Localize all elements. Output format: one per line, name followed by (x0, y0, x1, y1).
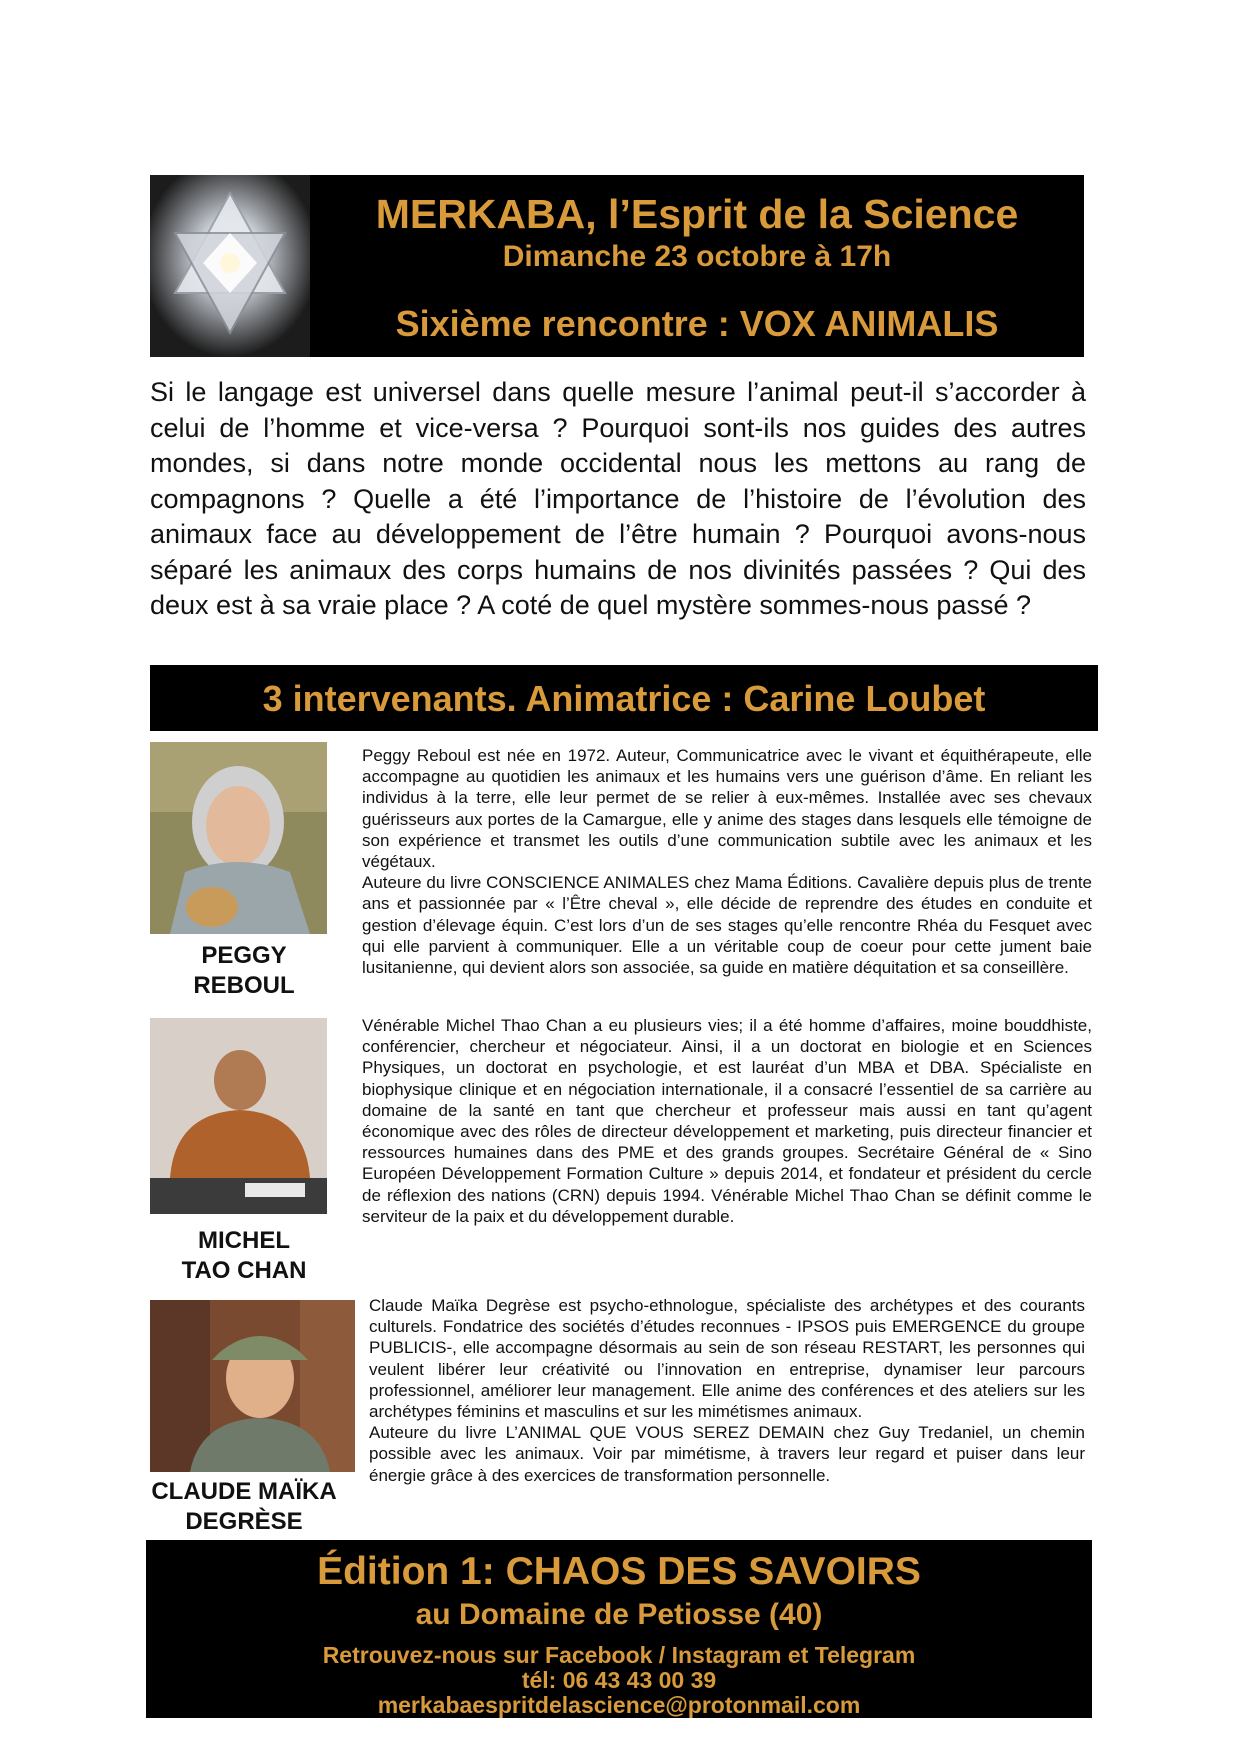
footer-phone: tél: 06 43 43 00 39 (521, 1667, 717, 1693)
bio-paragraph: Vénérable Michel Thao Chan a eu plusieurs vies; il a été homme d’affaires, moine bouddhiste, conférencier, chercheur et négociateur. Ainsi, il a un doctorat en biologie et en Sciences Physiques, un doctorat en psychologie, et est lauréat d’un MBA et DBA. Spécialiste en biophysique clinique et en négociation internationale, il a consacré l’essentiel de sa carrière au domaine de la santé en tant que chercheur et professeur mais aussi en tant qu’agent économique avec des rôles de directeur développement et marketing, puis directeur financier et ressources humaines dans des PME et des grands groupes. Secrétaire Général de « Sino Européen Développement Formation Culture » depuis 2014, et fondateur et président du cercle de réflexion des nations (CRN) depuis 1994. Vénérable Michel Thao Chan se définit comme le serviteur de la paix et du développement durable. (362, 1016, 1092, 1226)
bio-paragraph: Auteure du livre L’ANIMAL QUE VOUS SEREZ DEMAIN chez Guy Tredaniel, un chemin possible avec les animaux. Voir par mimétisme, à travers leur regard et puiser dans leur énergie grâce à des exercices de transformation personnelle. (369, 1423, 1085, 1485)
speaker-name-line1: CLAUDE MAÏKA (151, 1478, 337, 1505)
bio-paragraph: Peggy Reboul est née en 1972. Auteur, Communicatrice avec le vivant et équithérapeute, elle accompagne au quotidien les animaux et les humains vers une guérison d’âme. En reliant les individus à la terre, elle leur permet de se relier à eux-mêmes. Installée avec ses chevaux guérisseurs aux portes de la Camargue, elle y anime des stages dans lesquels elle témoigne de son expérience et transmet les outils d’une communication subtile avec les animaux et les végétaux. (362, 746, 1092, 872)
bio-paragraph: Claude Maïka Degrèse est psycho-ethnologue, spécialiste des archétypes et des courants culturels. Fondatrice des sociétés d’études reconnues - IPSOS puis EMERGENCE du groupe PUBLICIS-, elle accompagne désormais au sein de son réseau RESTART, les personnes qui veulent libérer leur créativité ou l’innovation en entreprise, dynamiser leur parcours professionnel, améliorer leur management. Elle anime des conférences et des ateliers sur les archétypes féminins et masculins et sur les mimétismes animaux. (369, 1296, 1085, 1422)
speakers-title: 3 intervenants. Animatrice : Carine Loubet (262, 678, 986, 719)
footer-banner (146, 1540, 1092, 1718)
event-subtitle: Sixième rencontre : VOX ANIMALIS (395, 303, 999, 344)
speaker-name-line1: PEGGY (201, 942, 287, 969)
footer-edition: Édition 1: CHAOS DES SAVOIRS (317, 1550, 921, 1593)
event-title: MERKABA, l’Esprit de la Science (375, 191, 1019, 237)
speaker-name-line1: MICHEL (198, 1227, 290, 1254)
speaker-bio-peggy-reboul (362, 745, 1092, 978)
header-banner (150, 175, 1084, 357)
speaker-name-line2: DEGRÈSE (185, 1508, 303, 1535)
speaker-name-claude-maika-degrese (150, 1477, 338, 1537)
merkaba-star-icon (150, 175, 310, 357)
speakers-banner (150, 665, 1098, 731)
speaker-name-peggy-reboul (150, 941, 338, 1001)
event-date: Dimanche 23 octobre à 17h (502, 240, 892, 273)
speaker-name-michel-tao-chan (150, 1226, 338, 1286)
speaker-name-line2: REBOUL (193, 972, 295, 999)
speaker-photo-claude-maika-degrese (150, 1300, 355, 1472)
speaker-photo-michel-tao-chan (150, 1018, 327, 1214)
speaker-bio-claude-maika-degrese (369, 1295, 1085, 1486)
footer-email: merkabaespritdelascience@protonmail.com (377, 1692, 861, 1718)
speaker-photo-peggy-reboul (150, 742, 327, 934)
bio-paragraph: Auteure du livre CONSCIENCE ANIMALES chez Mama Éditions. Cavalière depuis plus de trente ans et passionnée par « l’Être cheval », elle décide de reprendre des études en conduite et gestion d’élevage équin. C’est lors d’un de ses stages qu’elle rencontre Rhéa du Fesquet avec qui elle parvient à communiquer. Elle a un véritable coup de coeur pour cette jument baie lusitanienne, qui devient alors son associée, sa guide en matière déquitation et sa conseillère. (362, 873, 1092, 978)
footer-social: Retrouvez-nous sur Facebook / Instagram et Telegram (322, 1642, 916, 1668)
header-text (310, 175, 1084, 357)
speaker-bio-michel-tao-chan (362, 1015, 1092, 1227)
intro-paragraph: Si le langage est universel dans quelle mesure l’animal peut-il s’accorder à celui de l’homme et vice-versa ? Pourquoi sont-ils nos guides des autres mondes, si dans notre monde occidental nous les mettons au rang de compagnons ? Quelle a été l’importance de l’histoire de l’évolution des animaux face au développement de l’être humain ? Pourquoi avons-nous séparé les animaux des corps humains de nos divinités passées ? Qui des deux est à sa vraie place ? A coté de quel mystère sommes-nous passé ? (150, 377, 1086, 620)
footer-location: au Domaine de Petiosse (40) (415, 1598, 823, 1631)
speaker-name-line2: TAO CHAN (181, 1257, 307, 1284)
